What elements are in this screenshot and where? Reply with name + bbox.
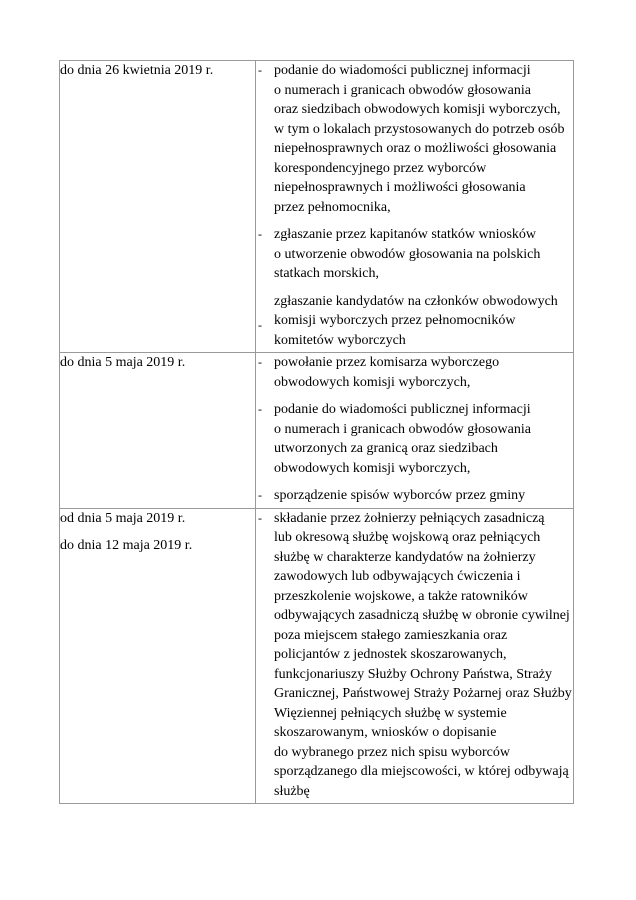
task-line: Granicznej, Państwowej Straży Pożarnej oraz Służby [274,686,572,701]
task-item [256,486,573,506]
task-cell [256,61,574,353]
table-row [60,508,574,804]
bullet-dash: - [258,63,262,77]
task-cell [256,353,574,509]
table-row [60,353,574,509]
task-line: Więziennej pełniących służbę w systemie [274,705,507,721]
task-line: poza miejscem stałego zamieszkania oraz [274,627,508,643]
date-cell [60,508,256,804]
task-line: sporządzanego dla miejscowości, w której odbywają [274,764,569,779]
task-line: o utworzenie obwodów głosowania na polskich [274,246,541,262]
bullet-dash: - [258,402,262,416]
task-line: odbywających zasadniczą służbę w obronie cywilnej [274,608,570,623]
task-line: policjantów z jednostek skoszarowanych, [274,647,507,662]
task-line: powołanie przez komisarza wyborczego [274,355,500,370]
task-line: sporządzenie spisów wyborców przez gminy [274,488,526,503]
task-item [256,509,573,802]
date-text: do dnia 12 maja 2019 r. [60,538,193,553]
task-line: niepełnosprawnych i możliwości głosowania [274,180,526,195]
date-cell [60,353,256,509]
task-item [256,292,573,351]
date-cell [60,61,256,353]
task-line: komisji wyborczych przez pełnomocników [274,313,516,328]
task-line: skoszarowanym, wniosków o dopisanie [274,725,497,740]
task-line: obwodowych komisji wyborczych, [274,460,471,476]
task-line: funkcjonariuszy Służby Ochrony Państwa, Straży [274,666,552,682]
task-line: podanie do wiadomości publicznej informacji [274,402,531,417]
bullet-dash: - [258,510,262,525]
date-text: od dnia 5 maja 2019 r. [60,510,186,526]
bullet-dash: - [258,355,262,369]
task-line: utworzonych za granicą oraz siedzibach [274,441,498,456]
date-text: do dnia 5 maja 2019 r. [60,355,186,370]
task-line: o numerach i granicach obwodów głosowania [274,82,531,98]
task-line: komitetów wyborczych [274,332,406,348]
task-line: zawodowych lub odbywających ćwiczenia i [274,569,521,584]
task-line: podanie do wiadomości publicznej informacji [274,63,531,78]
task-line: w tym o lokalach przystosowanych do potrzeb osób [274,121,565,137]
task-item [256,61,573,217]
task-line: o numerach i granicach obwodów głosowania [274,421,531,437]
task-line: przeszkolenie wojskowe, a także ratowników [274,588,528,604]
task-item [256,400,573,478]
task-line: statkach morskich, [274,266,379,281]
task-item [256,353,573,392]
task-line: lub okresową służbę wojskową oraz pełniących [274,530,541,545]
task-line: oraz siedzibach obwodowych komisji wyborczych, [274,102,561,117]
task-line: niepełnosprawnych oraz o możliwości głosowania [274,141,557,156]
bullet-dash: - [258,227,262,241]
task-line: korespondencyjnego przez wyborców [274,160,487,176]
task-line: obwodowych komisji wyborczych, [274,374,471,390]
task-line: przez pełnomocnika, [274,199,391,215]
table-row [60,61,574,353]
bullet-dash: - [258,488,262,502]
task-line: służbę w charakterze kandydatów na żołnierzy [274,549,536,565]
task-cell [256,508,574,804]
task-line: składanie przez żołnierzy pełniących zasadniczą [274,510,545,526]
task-line: do wybranego przez nich spisu wyborców [274,744,510,760]
date-text: do dnia 26 kwietnia 2019 r. [60,63,214,78]
task-line: służbę [274,783,310,799]
bullet-dash: - [258,317,262,332]
task-line: zgłaszanie kandydatów na członków obwodowych [274,293,558,309]
task-item [256,225,573,284]
election-schedule-table [59,60,574,804]
task-line: zgłaszanie przez kapitanów statków wniosków [274,227,537,242]
